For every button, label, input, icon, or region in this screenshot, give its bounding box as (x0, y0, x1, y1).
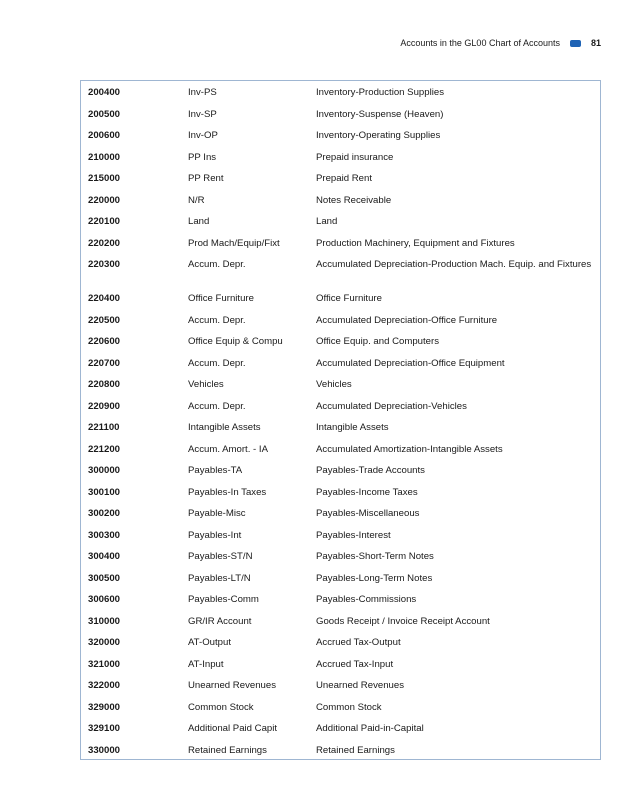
account-description: Payables-Long-Term Notes (316, 572, 433, 584)
account-description: Accumulated Amortization-Intangible Assets (316, 443, 503, 455)
account-short-text: AT-Input (188, 658, 224, 670)
account-short-text: Payables-Comm (188, 594, 259, 605)
account-short-text: Inv-SP (188, 108, 217, 120)
accounts-table (80, 80, 601, 760)
account-short-text: Retained Earnings (188, 744, 267, 756)
account-description: Office Furniture (316, 293, 382, 304)
account-number: 300600 (88, 594, 121, 605)
account-short-text: Payables-In Taxes (188, 486, 267, 498)
account-description: Accrued Tax-Input (316, 658, 394, 670)
blue-marker-icon (570, 40, 581, 47)
account-short-text: Accum. Depr. (188, 314, 246, 326)
account-short-text: Office Equip & Compu (188, 336, 283, 347)
account-short-text: Unearned Revenues (188, 680, 277, 691)
account-description: Accumulated Depreciation-Office Furniture (316, 314, 498, 326)
account-number: 200400 (88, 87, 121, 98)
account-number: 329100 (88, 723, 121, 734)
account-description: Notes Receivable (316, 194, 392, 206)
account-short-text: Vehicles (188, 379, 224, 390)
account-short-text: Common Stock (188, 701, 254, 713)
account-short-text: Payable-Misc (188, 508, 246, 519)
account-number: 221100 (88, 422, 120, 433)
account-description: Payables-Commissions (316, 594, 417, 605)
account-number: 220200 (88, 237, 121, 249)
account-description: Accumulated Depreciation-Production Mach. Equip. and Fixtures (316, 259, 592, 270)
account-number: 221200 (88, 443, 121, 455)
account-number: 220100 (88, 216, 121, 227)
account-short-text: Land (188, 216, 210, 227)
account-number: 300100 (88, 486, 121, 498)
account-short-text: Accum. Amort. - IA (188, 443, 268, 455)
account-description: Intangible Assets (316, 422, 389, 433)
account-short-text: Additional Paid Capit (188, 723, 278, 734)
account-description: Accumulated Depreciation-Office Equipment (316, 357, 505, 369)
account-number: 321000 (88, 658, 121, 670)
page-number: 81 (590, 38, 601, 48)
account-number: 330000 (88, 744, 121, 756)
account-description: Office Equip. and Computers (316, 336, 440, 347)
account-description: Accumulated Depreciation-Vehicles (316, 400, 467, 412)
account-short-text: Intangible Assets (188, 422, 261, 433)
account-short-text: Accum. Depr. (188, 357, 246, 369)
account-number: 300400 (88, 551, 121, 562)
running-header (400, 38, 601, 48)
account-description: Payables-Interest (316, 529, 391, 541)
account-number: 220700 (88, 357, 121, 369)
account-number: 329000 (88, 701, 121, 713)
account-description: Vehicles (316, 379, 352, 390)
account-short-text: N/R (188, 194, 205, 206)
account-description: Common Stock (316, 701, 382, 713)
account-short-text: PP Rent (188, 173, 224, 184)
account-description: Accrued Tax-Output (316, 637, 401, 648)
account-short-text: Payables-Int (188, 529, 242, 541)
account-description: Inventory-Suspense (Heaven) (316, 108, 444, 120)
account-short-text: Payables-TA (188, 465, 243, 476)
account-number: 300500 (88, 572, 121, 584)
account-short-text: Prod Mach/Equip/Fixt (188, 237, 280, 249)
account-number: 210000 (88, 151, 121, 163)
account-number: 322000 (88, 680, 121, 691)
account-number: 310000 (88, 615, 121, 627)
account-number: 220800 (88, 379, 121, 390)
account-description: Payables-Trade Accounts (316, 465, 425, 476)
account-short-text: PP Ins (188, 151, 217, 163)
account-description: Inventory-Production Supplies (316, 87, 444, 98)
account-description: Prepaid insurance (316, 151, 394, 163)
account-short-text: Office Furniture (188, 293, 254, 304)
account-number: 300200 (88, 508, 121, 519)
account-short-text: Accum. Depr. (188, 259, 246, 270)
account-description: Additional Paid-in-Capital (316, 723, 424, 734)
account-description: Prepaid Rent (316, 173, 372, 184)
account-description: Unearned Revenues (316, 680, 405, 691)
account-number: 220900 (88, 400, 121, 412)
account-number: 200500 (88, 108, 121, 120)
account-number: 215000 (88, 173, 121, 184)
account-short-text: Inv-OP (188, 130, 218, 141)
account-short-text: Payables-LT/N (188, 572, 251, 584)
account-description: Retained Earnings (316, 744, 395, 756)
account-description: Production Machinery, Equipment and Fixtures (316, 237, 515, 249)
account-number: 300300 (88, 529, 121, 541)
account-number: 300000 (88, 465, 121, 476)
account-number: 200600 (88, 130, 121, 141)
account-number: 220500 (88, 314, 121, 326)
account-description: Payables-Miscellaneous (316, 508, 420, 519)
account-description: Inventory-Operating Supplies (316, 130, 441, 141)
account-description: Goods Receipt / Invoice Receipt Account (316, 615, 490, 627)
account-number: 220600 (88, 336, 121, 347)
account-number: 220300 (88, 259, 121, 270)
account-description: Payables-Income Taxes (316, 486, 418, 498)
header-title: Accounts in the GL00 Chart of Accounts (400, 38, 560, 48)
account-number: 220400 (88, 293, 121, 304)
account-short-text: Payables-ST/N (188, 551, 253, 562)
account-description: Payables-Short-Term Notes (316, 551, 434, 562)
account-short-text: AT-Output (188, 637, 232, 648)
account-short-text: Inv-PS (188, 87, 217, 98)
account-number: 220000 (88, 194, 121, 206)
account-number: 320000 (88, 637, 121, 648)
account-description: Land (316, 216, 338, 227)
account-short-text: GR/IR Account (188, 615, 252, 627)
account-short-text: Accum. Depr. (188, 400, 246, 412)
